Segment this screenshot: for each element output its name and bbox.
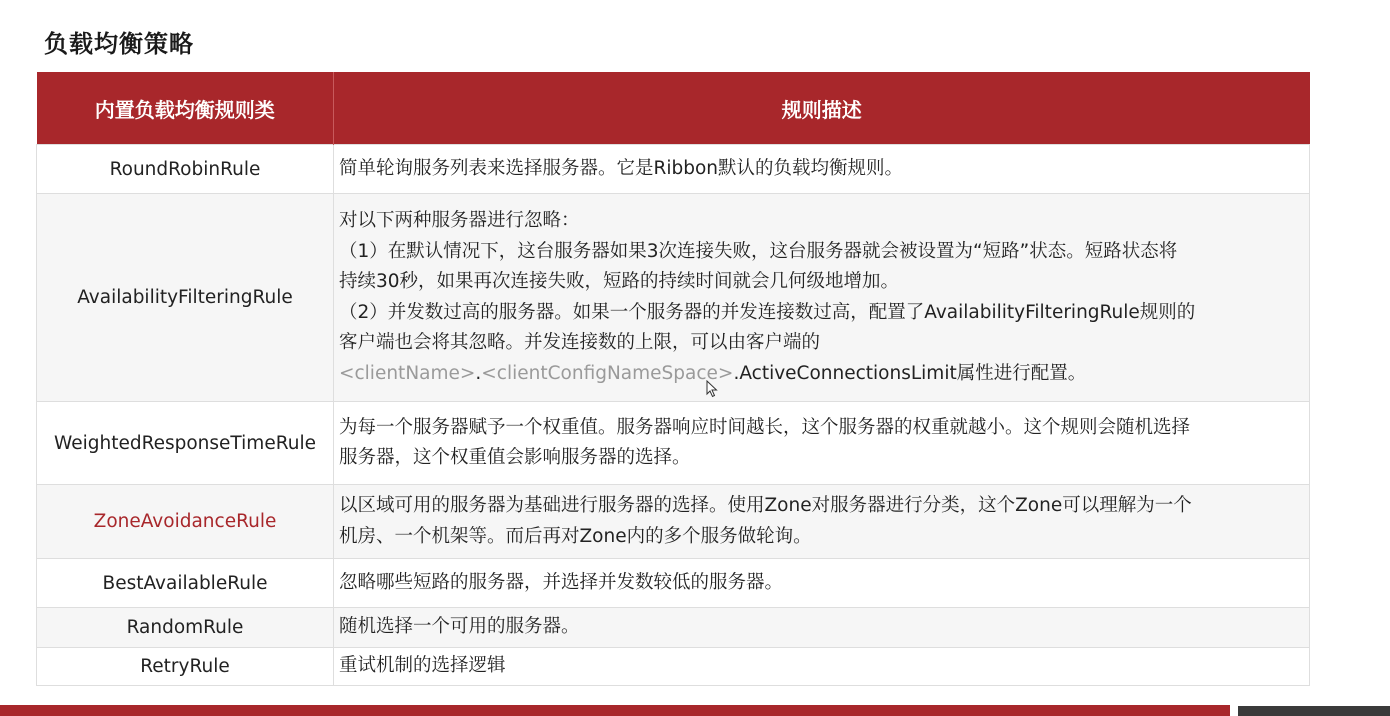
table-row — [37, 194, 1310, 402]
client-name-placeholder: <clientName> — [339, 362, 476, 384]
rule-description — [334, 608, 1310, 648]
rule-name: WeightedResponseTimeRule — [37, 402, 334, 485]
rule-name: RoundRobinRule — [37, 145, 334, 194]
description-line: 对以下两种服务器进行忽略： — [339, 210, 580, 231]
rule-name: ZoneAvoidanceRule — [37, 485, 334, 559]
description-line: （1）在默认情况下，这台服务器如果3次连接失败，这台服务器就会被设置为“短路”状态。短路状态将 — [339, 240, 1178, 262]
description-line: 简单轮询服务列表来选择服务器。它是Ribbon默认的负载均衡规则。 — [339, 157, 904, 179]
rule-name: RetryRule — [37, 648, 334, 686]
cursor-pointer-icon — [706, 380, 718, 398]
table-row — [37, 648, 1310, 686]
footer-accent-bar — [0, 705, 1230, 716]
rule-description — [334, 648, 1310, 686]
description-line: 为每一个服务器赋予一个权重值。服务器响应时间越长，这个服务器的权重就越小。这个规则会随机选择 — [339, 416, 1191, 438]
description-line: 客户端也会将其忽略。并发连接数的上限，可以由客户端的 — [339, 332, 821, 353]
table-row — [37, 485, 1310, 559]
table-row — [37, 402, 1310, 485]
rule-description — [334, 485, 1310, 559]
page-title: 负载均衡策略 — [44, 30, 194, 58]
rule-description — [334, 194, 1310, 402]
rule-description — [334, 559, 1310, 608]
dot-separator: . — [475, 362, 482, 384]
description-line: （2）并发数过高的服务器。如果一个服务器的并发连接数过高，配置了AvailabilityFilteringRule规则的 — [339, 301, 1196, 323]
config-property-text: .ActiveConnectionsLimit属性进行配置。 — [733, 362, 1087, 384]
description-line: 重试机制的选择逻辑 — [339, 655, 506, 677]
client-config-namespace-placeholder: <clientConfigNameSpace> — [481, 362, 734, 384]
rule-name: RandomRule — [37, 608, 334, 648]
rule-name: BestAvailableRule — [37, 559, 334, 608]
rule-description — [334, 402, 1310, 485]
rule-description — [334, 145, 1310, 194]
column-header-rule-description: 规则描述 — [334, 72, 1310, 145]
rules-table — [36, 72, 1310, 686]
footer-dark-bar — [1238, 706, 1390, 716]
column-header-rule-class: 内置负载均衡规则类 — [37, 72, 334, 145]
table-row — [37, 559, 1310, 608]
description-line: 随机选择一个可用的服务器。 — [339, 616, 580, 638]
description-line — [339, 359, 1303, 390]
description-line: 服务器，这个权重值会影响服务器的选择。 — [339, 447, 691, 468]
description-line: 忽略哪些短路的服务器，并选择并发数较低的服务器。 — [339, 571, 784, 593]
table-row — [37, 608, 1310, 648]
description-line: 机房、一个机架等。而后再对Zone内的多个服务做轮询。 — [339, 525, 812, 547]
table-row — [37, 145, 1310, 194]
description-line: 以区域可用的服务器为基础进行服务器的选择。使用Zone对服务器进行分类，这个Zone可以理解为一个 — [339, 495, 1192, 516]
table-header-row — [37, 72, 1310, 145]
rule-name: AvailabilityFilteringRule — [37, 194, 334, 402]
description-line: 持续30秒，如果再次连接失败，短路的持续时间就会几何级地增加。 — [339, 271, 900, 292]
